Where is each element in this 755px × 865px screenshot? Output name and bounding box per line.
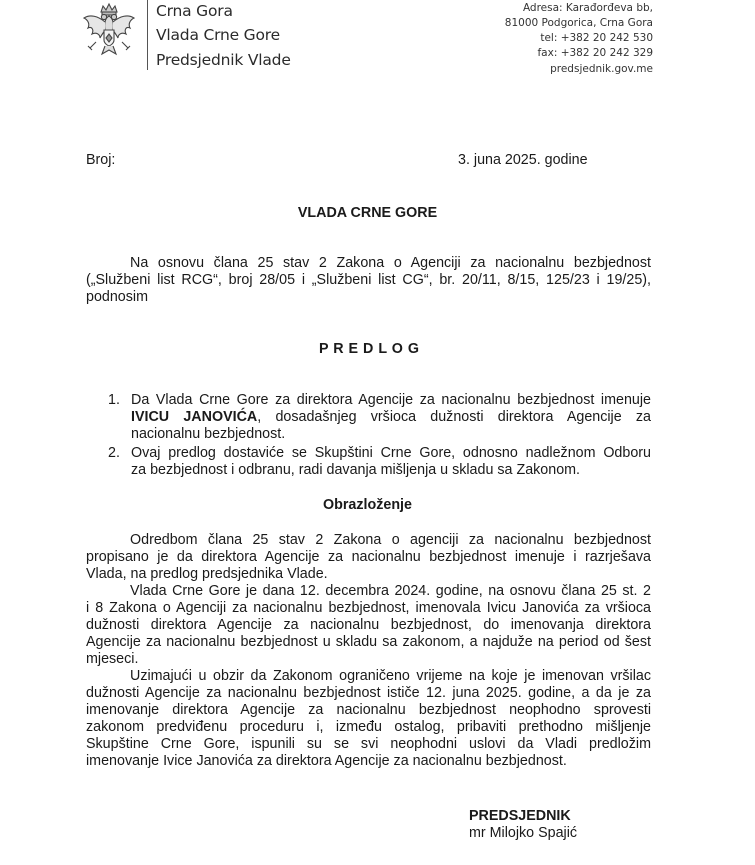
nominee-name: IVICU JANOVIĆA: [131, 409, 258, 425]
document-date: 3. juna 2025. godine: [458, 152, 588, 168]
reasoning-p3-line-4: zakonom predviđenu proceduru i, između ostalog, pribaviti prethodno mišljenje: [86, 719, 651, 735]
fax-line: fax: +382 20 242 329: [537, 47, 653, 59]
reasoning-p3-line-3: imenovanje direktora Agencije za nacionalnu bezbjednost neophodno sprovesti: [86, 702, 651, 718]
reasoning-p1-line-2: propisano je da direktora Agencije za nacionalnu bezbjednost imenuje i razrješava: [86, 549, 651, 565]
address-line-2: 81000 Podgorica, Crna Gora: [504, 17, 653, 29]
reasoning-p3-line-6: imenovanje Ivice Janovića za direktora Agencije za nacionalnu bezbjednost.: [86, 753, 567, 769]
reasoning-heading: Obrazloženje: [323, 497, 412, 513]
header-divider: [147, 0, 148, 70]
intro-line-2: („Službeni list RCG“, broj 28/05 i „Službeni list CG“, br. 20/11, 8/15, 125/23 i 19/25),: [86, 272, 651, 288]
reasoning-p3-line-1: Uzimajući u obzir da Zakonom ograničeno vrijeme na koje je imenovan vršilac: [130, 668, 651, 684]
proposal-1-line-3: nacionalnu bezbjednost.: [131, 426, 286, 442]
reasoning-p3-line-5: Skupštine Crne Gore, ispunili su se svi neophodni uslovi da Vladi predložim: [86, 736, 651, 752]
reasoning-p2-line-1: Vlada Crne Gore je dana 12. decembra 2024. godine, na osnovu člana 25 st. 2: [130, 583, 651, 599]
reasoning-p1-line-1: Odredbom člana 25 stav 2 Zakona o agenciji za nacionalnu bezbjednost: [130, 532, 651, 548]
proposal-1-line-1: Da Vlada Crne Gore za direktora Agencije za nacionalnu bezbjednost imenuje: [131, 392, 651, 408]
reasoning-p3-line-2: dužnosti Agencije za nacionalnu bezbjednost ističe 12. juna 2025. godine, a da je za: [86, 685, 651, 701]
signature-role: PREDSJEDNIK: [469, 808, 571, 824]
document-title: VLADA CRNE GORE: [297, 205, 438, 221]
institution-line-1: Crna Gora: [156, 2, 233, 20]
proposal-2-line-1: Ovaj predlog dostaviće se Skupštini Crne Gore, odnosno nadležnom Odboru: [131, 445, 651, 461]
reasoning-p2-line-5: mjeseci.: [86, 651, 139, 667]
reasoning-p1-line-3: Vlada, na predlog predsjednika Vlade.: [86, 566, 328, 582]
proposal-2-line-2: za bezbjednost i odbranu, radi davanja mišljenja u skladu sa Zakonom.: [131, 462, 581, 478]
reasoning-p2-line-3: dužnosti direktora Agencije za nacionalnu bezbjednost, do imenovanja direktora: [86, 617, 651, 633]
coat-of-arms-icon: [78, 2, 140, 64]
phone-line: tel: +382 20 242 530: [540, 32, 653, 44]
address-line-1: Adresa: Karađorđeva bb,: [522, 2, 653, 14]
proposal-1-number: 1.: [108, 392, 120, 408]
proposal-1-line-2: IVICU JANOVIĆA, dosadašnjeg vršioca dužnosti direktora Agencije za: [131, 409, 652, 425]
reasoning-p2-line-2: i 8 Zakona o Agenciji za nacionalnu bezbjednost, imenovala Ivicu Janovića za vršioca: [86, 600, 651, 616]
proposal-heading: P R E D L O G: [319, 341, 420, 357]
broj-label: Broj:: [86, 152, 116, 168]
reasoning-p2-line-4: Agencije za nacionalnu bezbjednost u skladu sa zakonom, a najduže na period od šest: [86, 634, 651, 650]
intro-line-3: podnosim: [86, 289, 148, 305]
institution-line-2: Vlada Crne Gore: [156, 26, 280, 44]
intro-line-1: Na osnovu člana 25 stav 2 Zakona o Agenciji za nacionalnu bezbjednost: [130, 255, 651, 271]
institution-line-3: Predsjednik Vlade: [156, 51, 291, 69]
proposal-2-number: 2.: [108, 445, 120, 461]
website-link[interactable]: predsjednik.gov.me: [550, 63, 653, 75]
signature-name: mr Milojko Spajić: [469, 825, 578, 841]
